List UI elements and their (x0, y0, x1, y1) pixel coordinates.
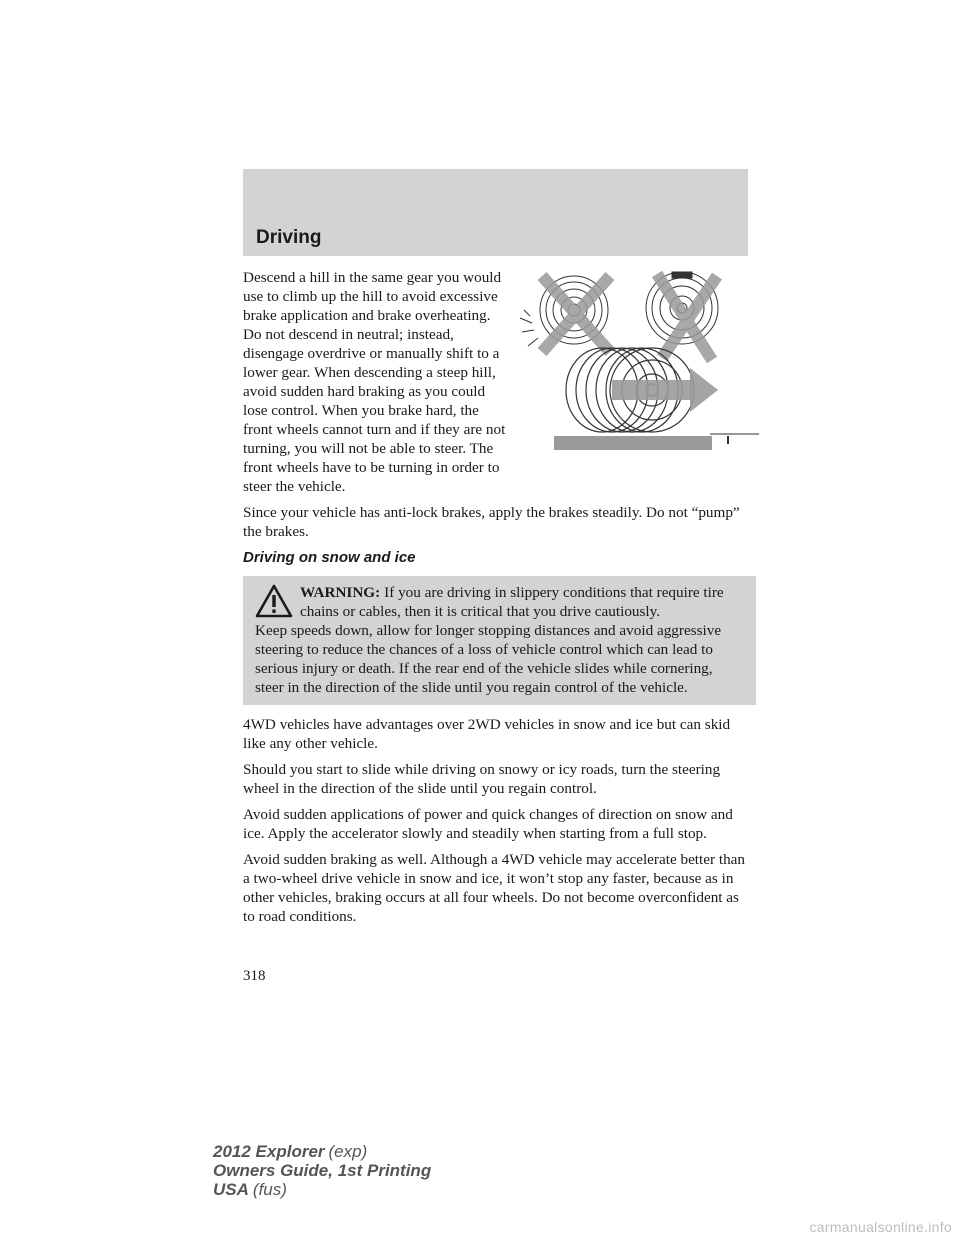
document-footer (213, 1142, 435, 1199)
page-number: 318 (243, 968, 266, 984)
wheel-skid-illustration (512, 268, 759, 464)
warning-box (243, 576, 756, 705)
spray-marks (520, 310, 538, 346)
cross-out-mark (542, 276, 610, 352)
warning-text-first (300, 583, 744, 621)
body-paragraph: Avoid sudden braking as well. Although a 4WD vehicle may accelerate better than a two-wheel drive vehicle in snow and ice, it won’t stop any faster, because as in other vehicles, braking occurs at all four wheels. Do not become overconfident as to road conditions. (243, 851, 745, 925)
footer-edition: Owners Guide, 1st Printing (213, 1161, 432, 1180)
section-header-band (243, 169, 748, 256)
warning-text-rest: Keep speeds down, allow for longer stopping distances and avoid aggressive steering to reduce the chances of a loss of vehicle control which can lead to serious injury or death. If the rear end of the vehicle slides while cornering, steer in the direction of the slide until you regain control of the vehicle. (255, 622, 722, 696)
section-title: Driving (256, 227, 322, 248)
footer-region: USA (213, 1180, 249, 1199)
watermark[interactable]: carmanualsonline.info (809, 1219, 952, 1235)
warning-label: WARNING: (300, 584, 381, 601)
footer-model: 2012 Explorer (213, 1142, 325, 1161)
footer-model-code: (exp) (328, 1142, 368, 1161)
intro-paragraph: Descend a hill in the same gear you would use to climb up the hill to avoid excessive brake application and brake overheating. Do not descend in neutral; instead, disengage overdrive or manually shift to a lower gear. When descending a steep hill, avoid sudden hard braking as you could lose control. When you brake hard, the front wheels cannot turn and if they are not turning, you will not be able to steer. The front wheels have to be turning in order to steer the vehicle. (243, 269, 506, 495)
body-paragraph: 4WD vehicles have advantages over 2WD vehicles in snow and ice but can skid like any other vehicle. (243, 716, 731, 752)
abs-paragraph: Since your vehicle has anti-lock brakes, apply the brakes steadily. Do not “pump” the brakes. (243, 504, 740, 540)
snow-ice-heading: Driving on snow and ice (243, 549, 416, 566)
warning-text-lead: If you are driving in slippery conditions that require tire chains or cables, then it is critical that you drive cautiously. (300, 584, 724, 620)
warning-triangle-icon (255, 584, 293, 618)
body-paragraph: Avoid sudden applications of power and quick changes of direction on snow and ice. Apply the accelerator slowly and steadily when starting from a full stop. (243, 806, 733, 842)
main-content (243, 268, 753, 933)
road-surface (554, 434, 759, 450)
footer-region-code: (fus) (252, 1180, 287, 1199)
body-paragraph: Should you start to slide while driving on snowy or icy roads, turn the steering wheel in the direction of the slide until you regain control. (243, 761, 721, 797)
